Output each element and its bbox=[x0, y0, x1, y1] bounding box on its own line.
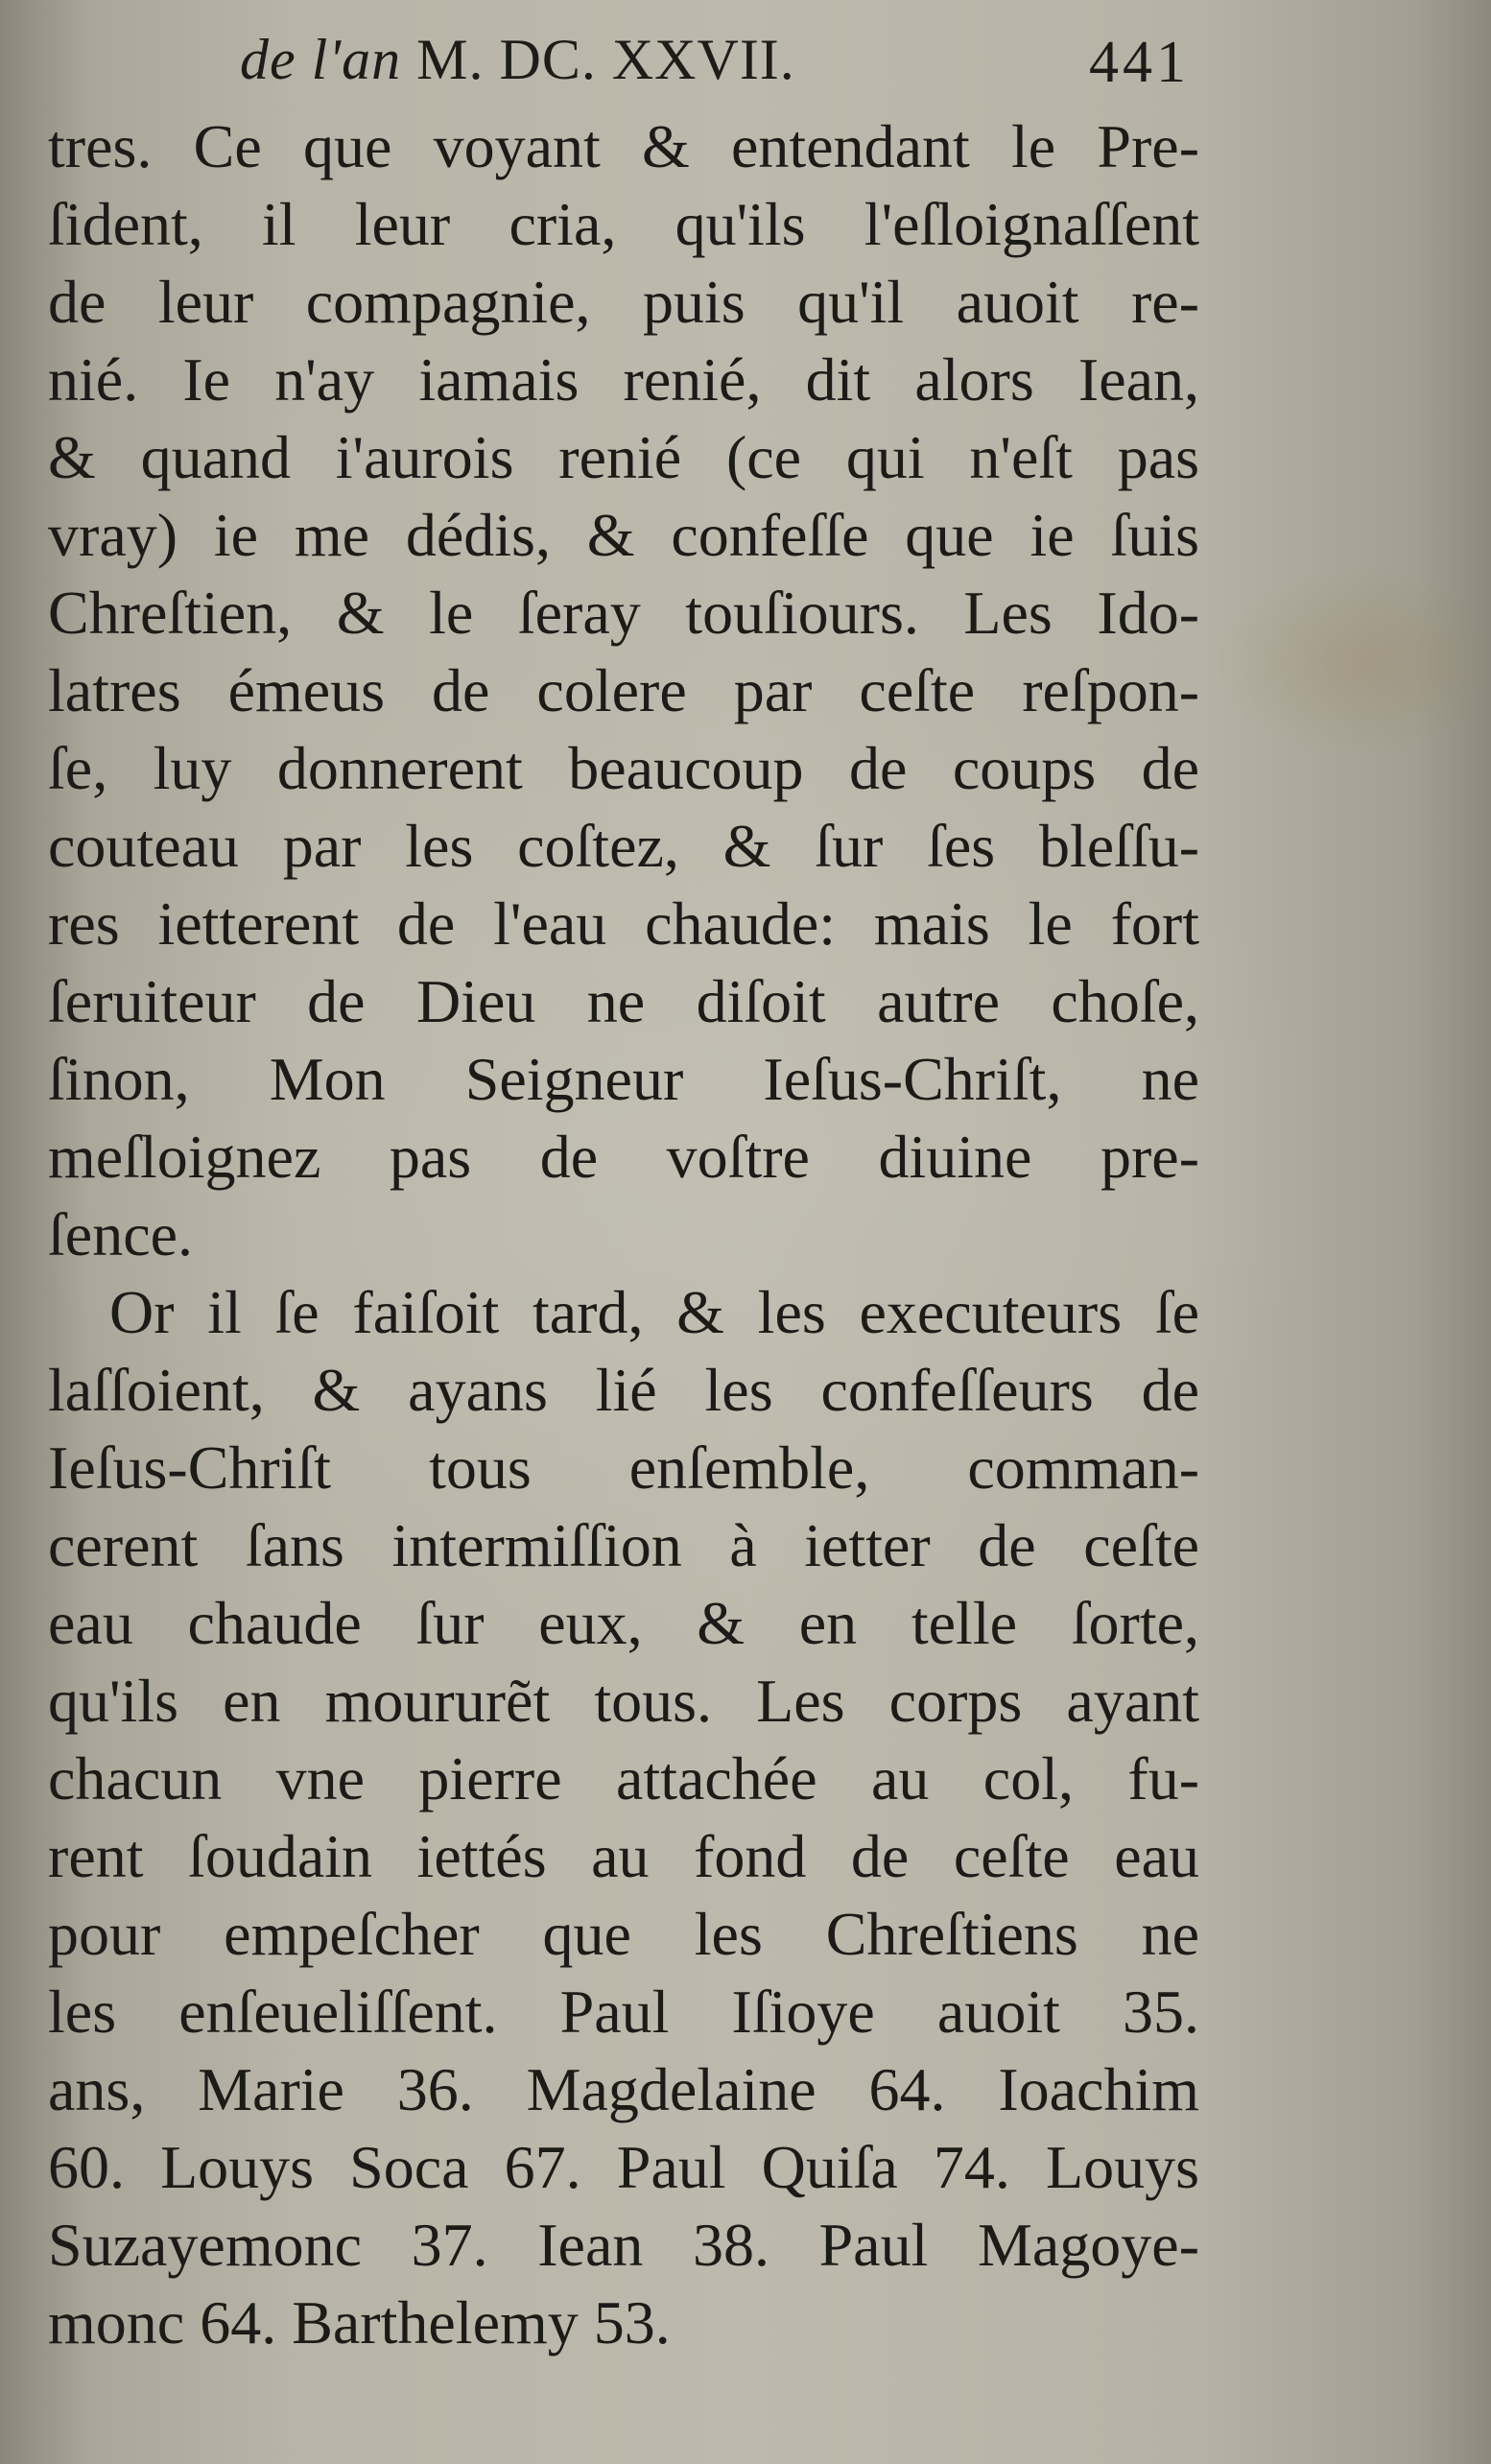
text-line: ans, Marie 36. Magdelaine 64. Ioachim bbox=[48, 2055, 1199, 2123]
body-text bbox=[48, 107, 1199, 2361]
page-number: 441 bbox=[1089, 30, 1190, 95]
text-line: vray) ie me dédis, & confeſſe que ie ſuis bbox=[48, 501, 1199, 569]
running-head-italic: de l'an bbox=[240, 28, 402, 91]
text-line: ſence. bbox=[48, 1200, 193, 1268]
text-line: de leur compagnie, puis qu'il auoit re- bbox=[48, 268, 1199, 336]
text-line: pour empeſcher que les Chreſtiens ne bbox=[48, 1900, 1199, 1968]
text-line: Ieſus-Chriſt tous enſemble, comman- bbox=[48, 1433, 1199, 1502]
text-line: meſloignez pas de voſtre diuine pre- bbox=[48, 1123, 1199, 1191]
text-line: eau chaude ſur eux, & en telle ſorte, bbox=[48, 1589, 1199, 1657]
text-line: latres émeus de colere par ceſte reſpon- bbox=[48, 656, 1199, 724]
text-line: chacun vne pierre attachée au col, fu- bbox=[48, 1744, 1199, 1812]
text-line: & quand i'aurois renié (ce qui n'eſt pas bbox=[48, 423, 1199, 491]
text-line: nié. Ie n'ay iamais renié, dit alors Iean, bbox=[48, 345, 1199, 414]
text-line: tres. Ce que voyant & entendant le Pre- bbox=[48, 112, 1199, 180]
text-line: ſeruiteur de Dieu ne diſoit autre choſe, bbox=[48, 967, 1199, 1035]
text-line: ſident, il leur cria, qu'ils l'eſloignaſſent bbox=[48, 190, 1199, 258]
text-line: ſinon, Mon Seigneur Ieſus-Chriſt, ne bbox=[48, 1045, 1199, 1113]
running-head-roman: M. DC. XXVII. bbox=[416, 28, 795, 91]
text-line: Or il ſe faiſoit tard, & les executeurs ſe bbox=[109, 1278, 1199, 1346]
text-line: rent ſoudain iettés au fond de ceſte eau bbox=[48, 1822, 1199, 1890]
text-line: qu'ils en moururẽt tous. Les corps ayant bbox=[48, 1667, 1199, 1735]
page-header bbox=[240, 17, 1199, 104]
text-line: couteau par les coſtez, & ſur ſes bleſſu- bbox=[48, 812, 1199, 880]
text-line: cerent ſans intermiſſion à ietter de ceſte bbox=[48, 1511, 1199, 1579]
text-line: laſſoient, & ayans lié les confeſſeurs de bbox=[48, 1356, 1199, 1424]
text-line: res ietterent de l'eau chaude: mais le fort bbox=[48, 889, 1199, 958]
text-line: ſe, luy donnerent beaucoup de coups de bbox=[48, 734, 1199, 802]
text-line: Suzayemonc 37. Iean 38. Paul Magoye- bbox=[48, 2211, 1199, 2279]
running-head bbox=[240, 27, 795, 93]
text-line: monc 64. Barthelemy 53. bbox=[48, 2288, 671, 2357]
text-line: 60. Louys Soca 67. Paul Quiſa 74. Louys bbox=[48, 2133, 1199, 2201]
text-line: Chreſtien, & le ſeray touſiours. Les Ido- bbox=[48, 579, 1199, 647]
text-line: les enſeueliſſent. Paul Iſioye auoit 35. bbox=[48, 1978, 1199, 2046]
